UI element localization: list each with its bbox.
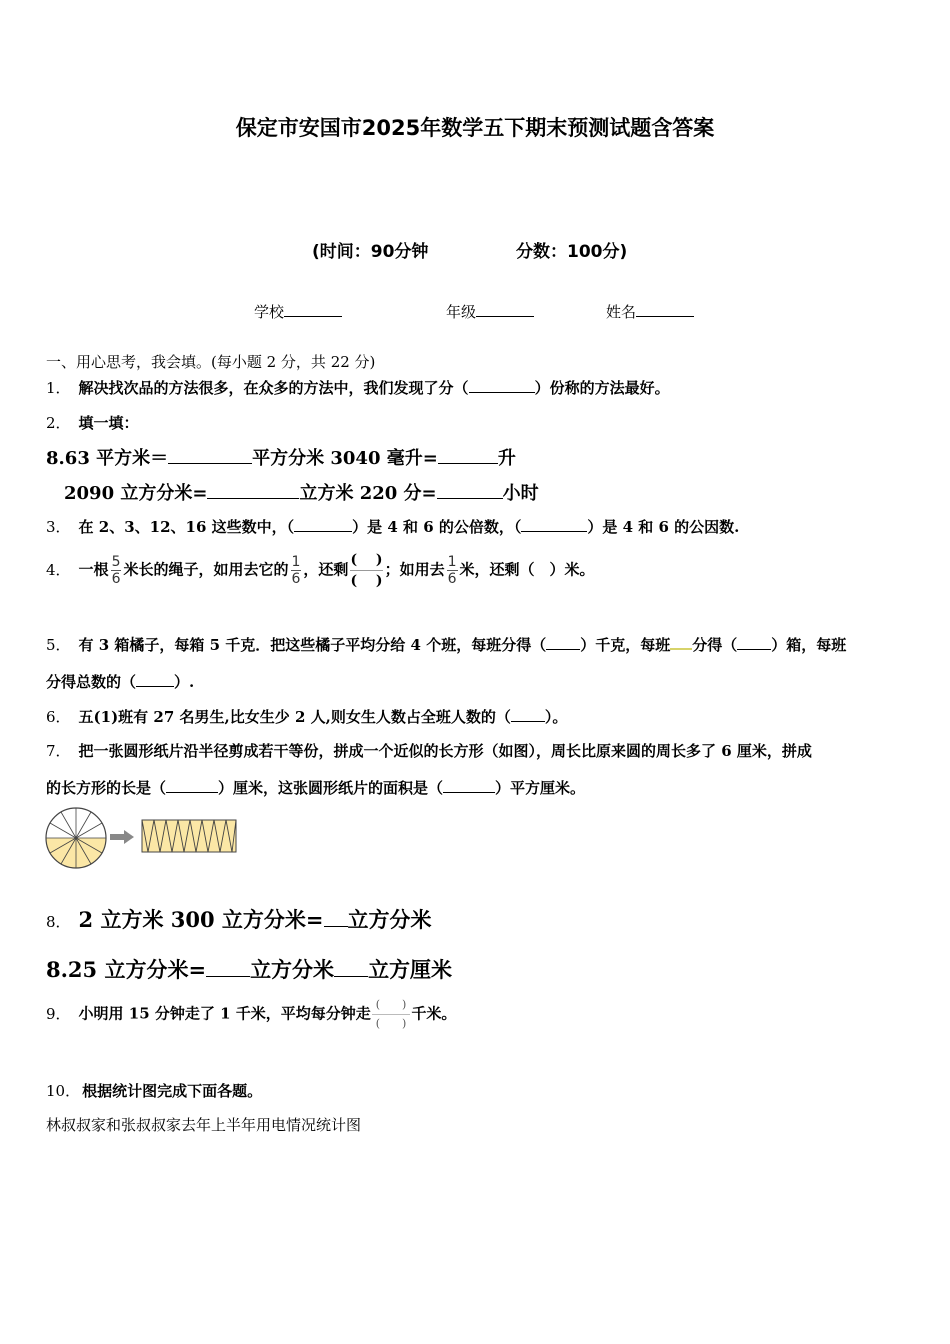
question-2-line-1 [46,444,516,470]
school-field [254,301,342,322]
q1-text-a: 解决找次品的方法很多，在众多的方法中，我们发现了分（ [78,379,469,397]
fraction-denominator: ( ) [350,573,383,589]
q7-text-b: 的长方形的长是（ [46,779,167,797]
name-field [606,301,694,322]
question-6 [46,706,567,727]
page-title: 保定市安国市2025年数学五下期末预测试题含答案 [235,116,715,140]
answer-blank [443,791,495,793]
answer-blank [469,391,535,393]
question-number: 7． [46,742,71,760]
answer-blank [324,925,348,927]
answer-blank [207,497,299,499]
question-3 [46,516,739,537]
q4-text-c: ，还剩 [303,560,349,579]
grade-field [446,301,534,322]
question-9 [46,996,456,1033]
fraction-denominator: 6 [291,571,301,587]
exam-time: (时间：90分钟 [312,242,429,262]
section-heading: 一、用心思考，我会填。(每小题 2 分，共 22 分) [46,353,376,371]
question-number: 3． [46,518,71,536]
q5-text-e: 分得总数的（ [46,673,137,691]
fraction-answer-blank [350,550,382,591]
q9-text-a: 小明用 15 分钟走了 1 千米，平均每分钟走 [78,1004,371,1023]
q2-heading-text: 填一填： [78,414,139,432]
fraction-numerator: 1 [447,554,457,570]
q2-l2-text-a: 2090 立方分米= [64,483,208,504]
answer-blank [206,975,250,977]
approximate-rectangle-icon [142,820,236,852]
highlight-mark [670,647,692,650]
q2-l1-text-c: 升 [497,448,516,469]
fraction-five-sixths [111,554,122,587]
fraction-one-sixth [291,554,302,587]
question-number: 5． [46,636,71,654]
answer-blank [521,530,587,532]
q9-text-b: 千米。 [411,1004,457,1023]
question-number: 9． [46,1004,71,1023]
question-7-line-1 [46,740,812,761]
fraction-numerator: ( ) [350,550,382,571]
q4-text-e: 米，还剩（ ）米。 [459,560,595,579]
question-8-line-1 [46,904,432,934]
question-number: 10． [46,1082,81,1100]
chart-caption: 林叔叔家和张叔叔家去年上半年用电情况统计图 [46,1116,362,1134]
q5-text-d: ）箱，每班 [771,636,847,654]
question-10 [46,1080,262,1101]
question-8-line-2 [46,954,452,984]
q8-l2-text-b: 立方分米 [250,957,335,982]
question-5-line-1 [46,634,846,655]
question-number: 6． [46,708,71,726]
q6-text-b: ）。 [544,708,568,726]
grade-label: 年级 [446,303,477,321]
school-label: 学校 [254,303,285,321]
question-number: 2． [46,414,71,432]
question-1 [46,377,670,398]
question-2-line-2 [64,479,539,505]
q5-text-c: 分得（ [692,636,738,654]
q5-text-f: ）. [174,673,195,691]
q10-text-a: 根据统计图完成下面各题。 [82,1082,263,1100]
answer-blank [546,648,580,650]
q3-text-b: ）是 4 和 6 的公倍数，（ [352,518,522,536]
answer-blank [294,530,352,532]
answer-blank [437,497,503,499]
fraction-denominator: 6 [447,571,457,587]
q8-l1-text-b: 立方分米 [347,907,432,932]
q4-text-b: 米长的绳子，如用去它的 [123,560,289,579]
question-number: 4． [46,560,71,579]
name-label: 姓名 [606,303,637,321]
answer-blank [511,720,545,722]
answer-blank [334,975,368,977]
fraction-denominator: 6 [111,571,121,587]
fraction-denominator: ( ) [375,1017,407,1030]
question-number: 8． [46,913,71,931]
question-4 [46,550,595,591]
q2-l1-text-a: 8.63 平方米＝ [46,448,169,469]
question-2-heading [46,412,139,433]
sectored-circle-icon [46,808,106,868]
q7-text-a: 把一张圆形纸片沿半径剪成若干等份，拼成一个近似的长方形（如图），周长比原来圆的周长多了 6 厘米，拼成 [78,742,812,760]
answer-blank [166,791,218,793]
q6-text-a: 五(1)班有 27 名男生,比女生少 2 人,则女生人数占全班人数的（ [78,708,511,726]
question-7-line-2 [46,777,585,798]
fraction-numerator: ( ) [372,996,411,1015]
q7-text-c: ）厘米，这张圆形纸片的面积是（ [218,779,444,797]
q1-text-b: ）份称的方法最好。 [534,379,670,397]
question-number: 1． [46,379,71,397]
fraction-one-sixth [447,554,458,587]
answer-blank [438,462,498,464]
q5-text-a: 有 3 箱橘子，每箱 5 千克．把这些橘子平均分给 4 个班，每班分得（ [78,636,547,654]
name-blank [636,315,694,317]
exam-score: 分数：100分) [516,242,628,262]
q8-l1-text-a: 2 立方米 300 立方分米= [78,907,324,932]
q8-l2-text-a: 8.25 立方分米= [46,957,207,982]
answer-blank [136,685,174,687]
q3-text-c: ）是 4 和 6 的公因数. [587,518,740,536]
q3-text-a: 在 2、3、12、16 这些数中，（ [78,518,295,536]
answer-blank [737,648,771,650]
q8-l2-text-c: 立方厘米 [368,957,453,982]
q4-text-d: ；如用去 [384,560,445,579]
fraction-numerator: 1 [291,554,301,570]
q2-l2-text-b: 立方米 220 分= [299,483,437,504]
q7-text-d: ）平方厘米。 [495,779,586,797]
q4-text-a: 一根 [78,560,109,579]
arrow-right-icon [110,830,134,844]
answer-blank [168,462,252,464]
q5-text-b: ）千克，每班 [580,636,671,654]
circle-to-rectangle-figure [44,806,244,870]
school-blank [284,315,342,317]
grade-blank [476,315,534,317]
question-5-line-2 [46,671,194,692]
fraction-numerator: 5 [111,554,121,570]
q2-l1-text-b: 平方分米 3040 毫升= [252,448,438,469]
q2-l2-text-c: 小时 [502,483,539,504]
fraction-answer-blank [372,996,411,1033]
